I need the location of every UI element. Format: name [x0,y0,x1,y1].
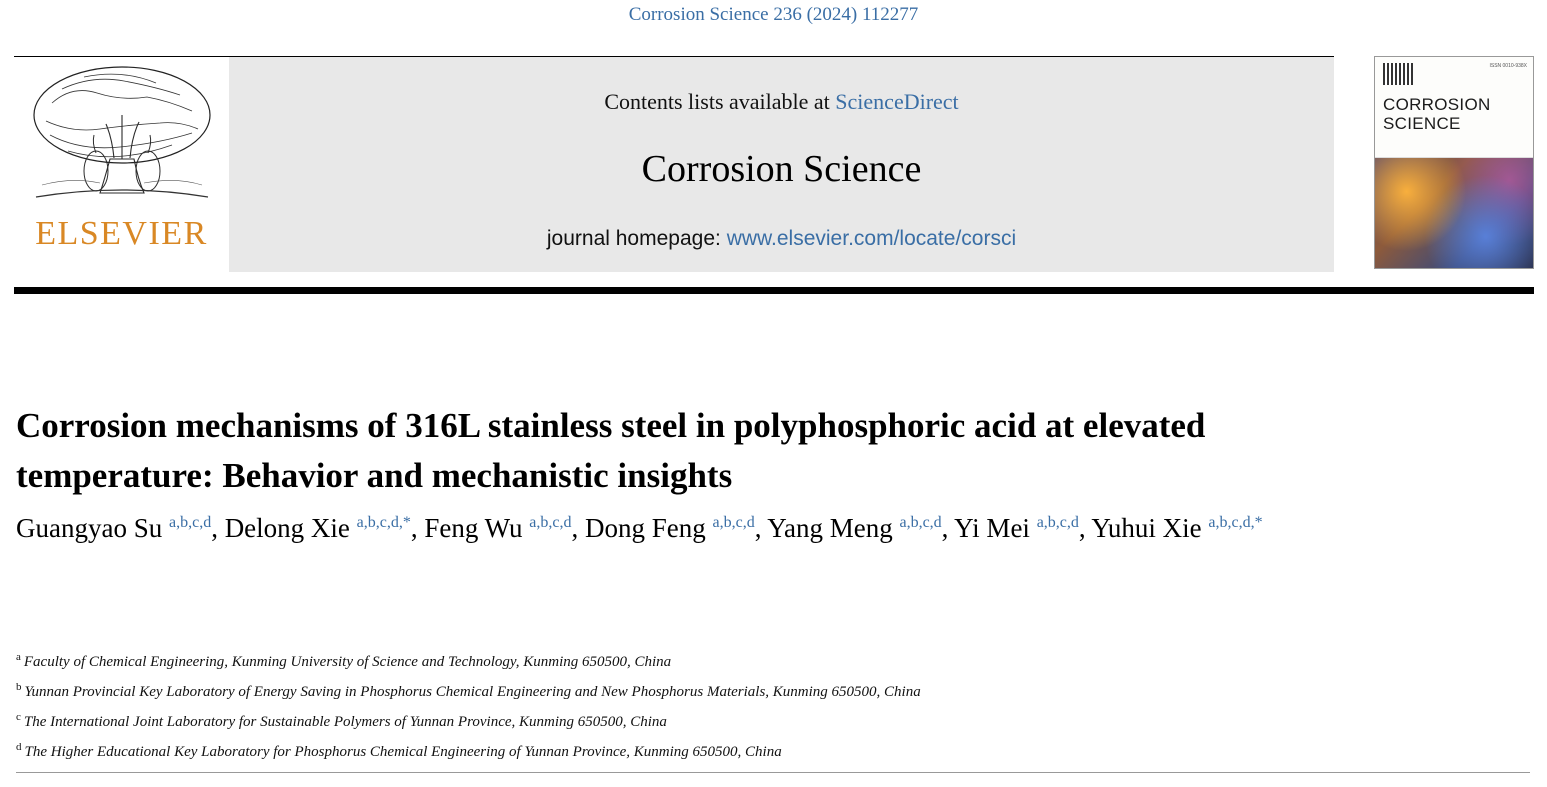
author-name: Delong Xie [224,513,357,543]
author-name: Guangyao Su [16,513,169,543]
affiliation-marker: a [16,651,21,663]
affiliation-marker: c [16,711,21,723]
author-affiliation-marker[interactable]: a,b,c,d [529,514,572,531]
journal-info-box [229,57,1334,272]
running-head: Corrosion Science 236 (2024) 112277 [628,4,919,25]
bottom-divider [16,772,1530,773]
cover-title [1383,95,1491,133]
author-name: Feng Wu [424,513,530,543]
affiliation-marker: b [16,681,22,693]
cover-title-line1: CORROSION [1383,95,1491,114]
author-affiliation-marker[interactable]: a,b,c,d [168,514,212,531]
author-name: Yang Meng [767,513,900,543]
sciencedirect-link[interactable]: ScienceDirect [835,88,959,114]
affiliation-item [16,735,1416,765]
affiliation-text: Faculty of Chemical Engineering, Kunming University of Science and Technology, Kunming 650500, China [23,654,672,670]
affiliation-marker: d [16,741,22,753]
cover-issn: ISSN 0010-938X [1489,63,1527,69]
barcode-icon [1383,63,1413,85]
author-separator: , [571,513,585,543]
contents-line [604,89,958,115]
elsevier-tree-icon [22,63,222,213]
journal-title: Corrosion Science [641,147,922,190]
cover-artwork [1375,158,1533,269]
author-separator: , [941,513,955,543]
homepage-line [547,227,1016,251]
author-name: Dong Feng [584,513,713,543]
author-affiliation-marker[interactable]: a,b,c,d [1036,514,1079,531]
author-name: Yuhui Xie [1091,513,1209,543]
author-affiliation-marker[interactable]: a,b,c,d [899,514,942,531]
cover-top [1375,57,1533,158]
author-name: Yi Mei [954,513,1037,543]
elsevier-wordmark: ELSEVIER [35,215,208,252]
elsevier-logo [14,57,229,272]
journal-homepage-link[interactable]: www.elsevier.com/locate/corsci [726,226,1017,250]
author-separator: , [410,513,425,543]
journal-masthead [14,56,1334,272]
page-title: Corrosion mechanisms of 316L stainless steel in polyphosphoric acid at elevated temperature: Behavior and mechanistic insights [16,406,1206,496]
affiliation-list [16,645,1416,765]
affiliation-item [16,645,1416,675]
author-separator: , [211,513,225,543]
affiliation-item [16,675,1416,705]
journal-cover-thumbnail[interactable] [1374,56,1534,269]
affiliation-text: Yunnan Provincial Key Laboratory of Energy Saving in Phosphorus Chemical Engineering and New Phosphorus Materials, Kunming 650500, China [24,684,921,700]
affiliation-text: The International Joint Laboratory for Sustainable Polymers of Yunnan Province, Kunming 650500, China [23,714,667,730]
author-affiliation-marker[interactable]: a,b,c,d,* [1208,514,1263,531]
author-separator: , [1078,513,1092,543]
contents-prefix: Contents lists available at [604,88,830,114]
affiliation-text: The Higher Educational Key Laboratory for Phosphorus Chemical Engineering of Yunnan Province, Kunming 650500, China [24,744,782,760]
cover-title-line2: SCIENCE [1383,114,1461,133]
header-divider [14,287,1534,294]
affiliation-item [16,705,1416,735]
author-affiliation-marker[interactable]: a,b,c,d [712,514,755,531]
author-affiliation-marker[interactable]: a,b,c,d,* [356,514,411,531]
author-list [16,508,1316,543]
author-separator: , [754,513,768,543]
homepage-prefix: journal homepage: [546,226,721,250]
